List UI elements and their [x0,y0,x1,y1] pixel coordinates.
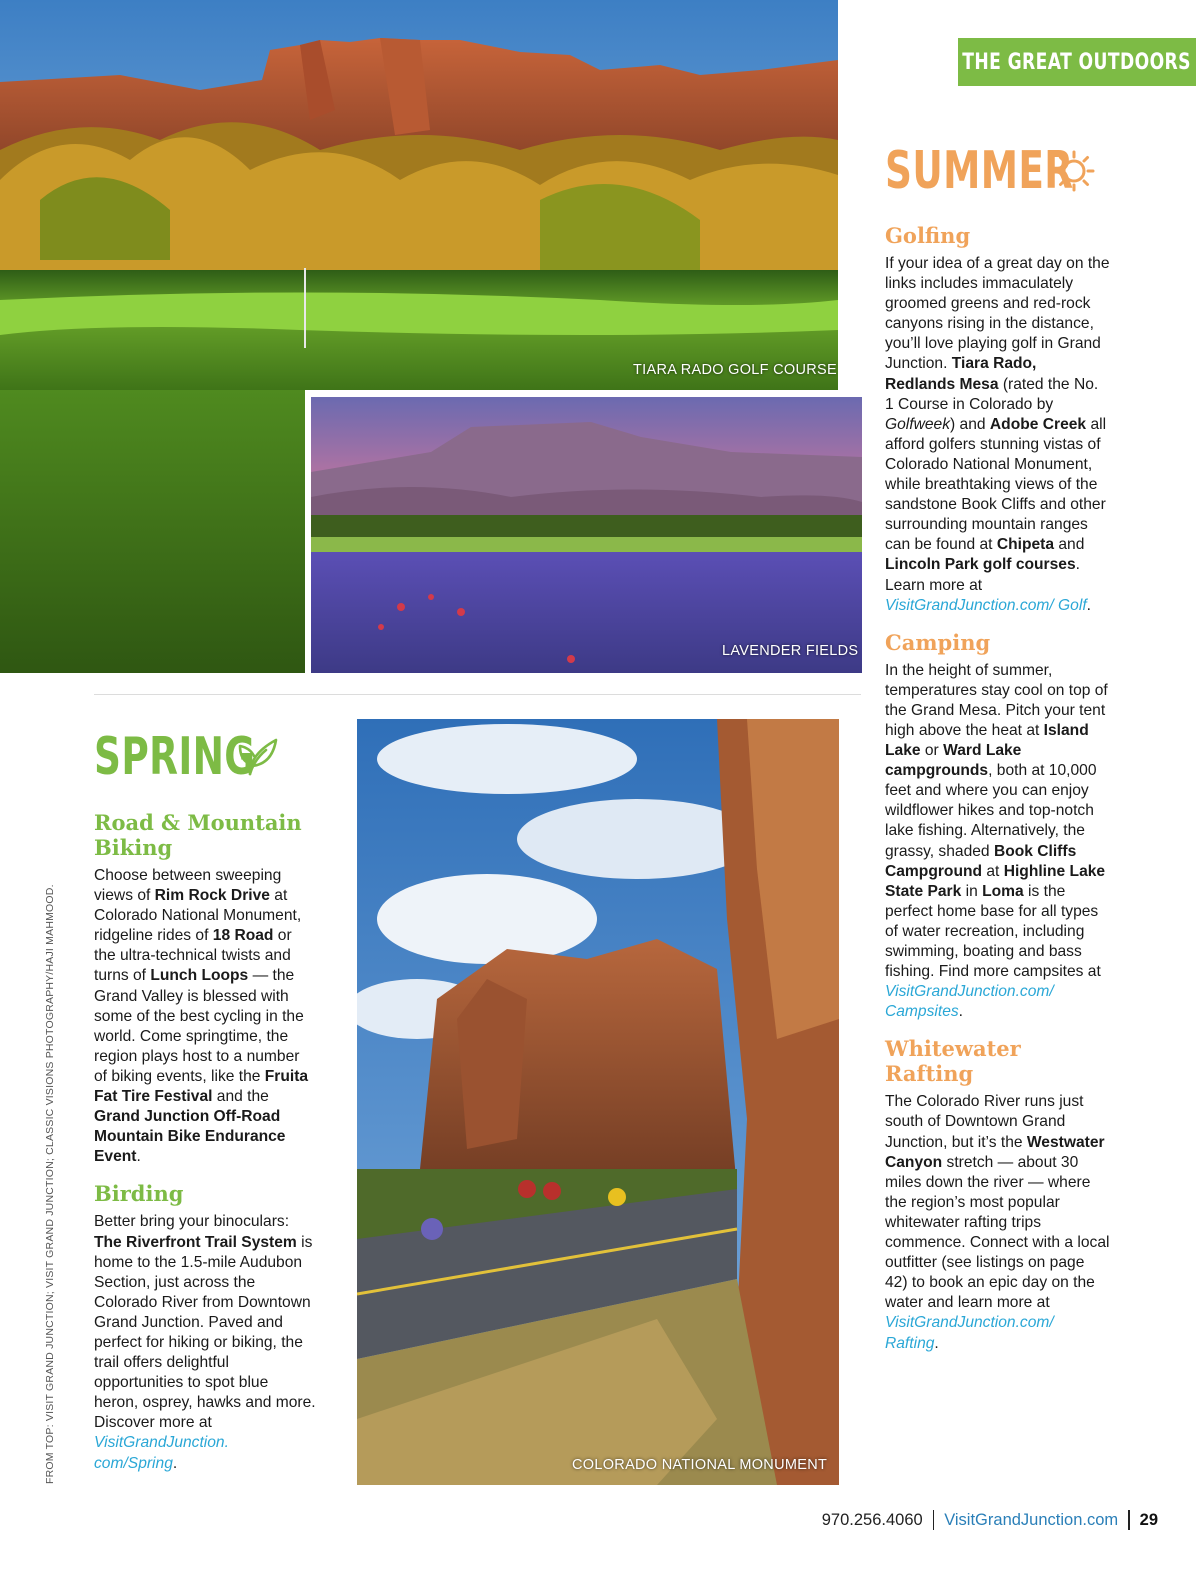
web-link[interactable]: VisitGrandJunction. com/Spring [94,1434,229,1472]
golf-course-photo-lower [0,390,305,673]
photo-credit: FROM TOP: VISIT GRAND JUNCTION; VISIT GRAND JUNCTION; CLASSIC VISIONS PHOTOGRAPHY/HAJI MAHMOOD. [44,884,56,1484]
spring-heading [94,727,318,787]
spring-heading-text: SPRING [94,727,256,787]
lavender-fields-photo [311,397,862,673]
summer-heading [885,141,1147,201]
birding-section [94,1181,316,1473]
camping-title: Camping [885,629,991,655]
rafting-body: The Colorado River runs just south of Downtown Grand Junction, but it’s the Westwater Canyon stretch — about 30 miles down the river — where the region’s most popular whitewater rafting trips commence. Connect with a local outfitter (see listings on page 42) to book an epic day on the water and learn more at VisitGrandJunction.com/ Rafting. [885,1093,1110,1352]
web-link[interactable]: VisitGrandJunction.com/ Rafting [885,1314,1054,1352]
biking-body: Choose between sweeping views of Rim Rock Drive at Colorado National Monument, ridgeline rides of 18 Road or the ultra-technical twists and turns of Lunch Loops — the Grand Valley is blessed with some of the best cycling in the world. Come springtime, the region plays host to a number of biking events, like the Fruita Fat Tire Festival and the Grand Junction Off-Road Mountain Bike Endurance Event. [94,867,309,1166]
web-link[interactable]: VisitGrandJunction.com/ Golf [885,596,1087,614]
camping-section [885,630,1110,1023]
biking-title: Road & Mountain Biking [94,810,302,860]
summer-heading-text: SUMMER [885,141,1074,201]
footer-website-link[interactable]: VisitGrandJunction.com [944,1510,1119,1529]
golf-course-photo [0,0,838,390]
section-divider [94,694,861,695]
rafting-section [885,1036,1110,1353]
page-footer [822,1510,1158,1530]
spring-column [94,810,316,1488]
birding-body: Better bring your binoculars: The Riverfront Trail System is home to the 1.5-mile Audubon Section, just across the Colorado River from Downtown Grand Junction. Paved and perfect for hiking or biking, the trail offers delightful opportunities to spot blue heron, osprey, hawks and more. Discover more at VisitGrandJunction. com/Spring. [94,1213,316,1472]
birding-title: Birding [94,1181,184,1207]
section-tag [958,38,1196,86]
rafting-title: Whitewater Rafting [885,1036,1021,1087]
sun-icon [1052,149,1096,193]
camping-body: In the height of summer, temperatures stay cool on top of the Grand Mesa. Pitch your tent high above the heat at Island Lake or Ward Lake campgrounds, both at 10,000 feet and where you can enjoy wildflower hikes and top-notch lake fishing. Alternatively, the grassy, shaded Book Cliffs Campground at Highline Lake State Park in Loma is the perfect home base for all types of water recreation, including swimming, boating and bass fishing. Find more campsites at VisitGrandJunction.com/ Campsites. [885,661,1108,1021]
section-tag-label: THE GREAT OUTDOORS [962,49,1192,75]
footer-phone: 970.256.4060 [821,1510,923,1529]
page-number: 29 [1139,1510,1158,1529]
footer-separator [1128,1510,1130,1530]
golfing-title: Golfing [885,223,971,248]
lavender-photo-caption: LAVENDER FIELDS [722,643,859,659]
monument-photo-caption: COLORADO NATIONAL MONUMENT [572,1457,828,1473]
footer-separator [933,1510,935,1530]
leaf-icon [236,734,280,778]
golf-photo-caption: TIARA RADO GOLF COURSE [633,362,837,378]
biking-section [94,810,316,1167]
golfing-section [885,223,1110,616]
summer-column [885,223,1110,1368]
colorado-national-monument-photo [357,719,839,1485]
golfing-body: If your idea of a great day on the links includes immaculately groomed greens and red-rock canyons rising in the distance, you’ll love playing golf in Grand Junction. Tiara Rado, Redlands Mesa (rated the No. 1 Course in Colorado by Golfweek) and Adobe Creek all afford golfers stunning vistas of Colorado National Monument, while breathtaking views of the sandstone Book Cliffs and other surrounding mountain ranges can be found at Chipeta and Lincoln Park golf courses. Learn more at VisitGrandJunction.com/ Golf. [885,255,1110,614]
web-link[interactable]: VisitGrandJunction.com/ Campsites [885,983,1054,1021]
